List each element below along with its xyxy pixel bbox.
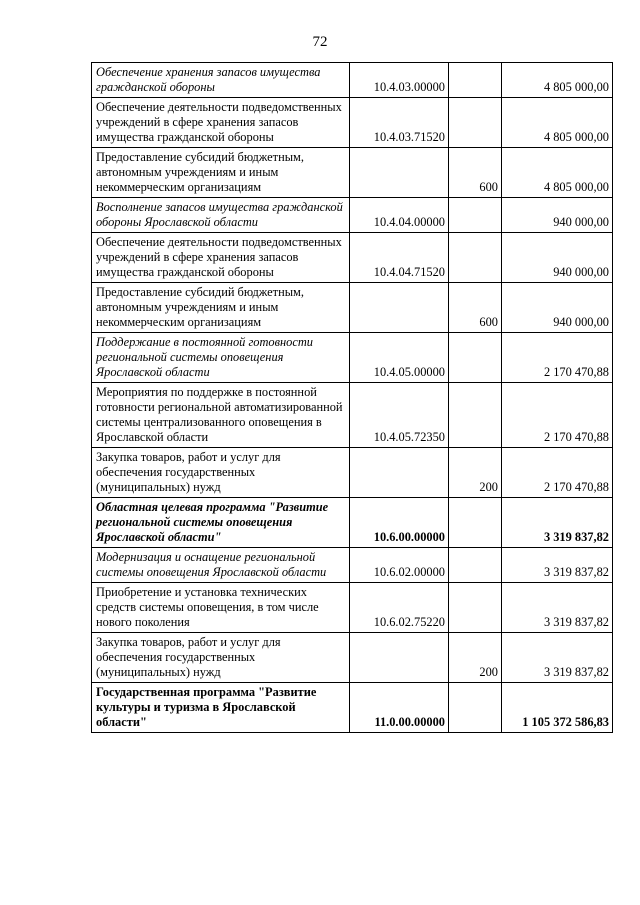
table-row xyxy=(92,548,613,583)
table-row xyxy=(92,148,613,198)
target-article-code-cell xyxy=(350,633,449,683)
table-row xyxy=(92,198,613,233)
table-row xyxy=(92,583,613,633)
target-article-code-cell: 10.6.02.00000 xyxy=(350,548,449,583)
target-article-code-cell: 10.4.04.71520 xyxy=(350,233,449,283)
amount-cell: 1 105 372 586,83 xyxy=(502,683,613,733)
target-article-code-cell xyxy=(350,283,449,333)
target-article-code-cell: 10.4.05.72350 xyxy=(350,383,449,448)
target-article-code-cell: 10.4.03.00000 xyxy=(350,63,449,98)
table-row xyxy=(92,98,613,148)
amount-cell: 2 170 470,88 xyxy=(502,383,613,448)
table-row xyxy=(92,233,613,283)
amount-cell: 940 000,00 xyxy=(502,198,613,233)
expense-name-cell: Предоставление субсидий бюджетным, автономным учреждениям и иным некоммерческим организациям xyxy=(92,283,350,333)
target-article-code-cell xyxy=(350,448,449,498)
table-row xyxy=(92,333,613,383)
target-article-code-cell xyxy=(350,148,449,198)
expense-name-cell: Мероприятия по поддержке в постоянной готовности региональной автоматизированной системы централизованного оповещения в Ярославской области xyxy=(92,383,350,448)
table-row xyxy=(92,633,613,683)
expense-name-cell: Государственная программа "Развитие культуры и туризма в Ярославской области" xyxy=(92,683,350,733)
expense-name-cell: Областная целевая программа "Развитие региональной системы оповещения Ярославской области" xyxy=(92,498,350,548)
table-row xyxy=(92,498,613,548)
expense-name-cell: Предоставление субсидий бюджетным, автономным учреждениям и иным некоммерческим организациям xyxy=(92,148,350,198)
expense-name-cell: Обеспечение хранения запасов имущества гражданской обороны xyxy=(92,63,350,98)
budget-table-body xyxy=(92,63,613,733)
expense-type-cell: 200 xyxy=(449,448,502,498)
expense-name-cell: Закупка товаров, работ и услуг для обеспечения государственных (муниципальных) нужд xyxy=(92,633,350,683)
expense-name-cell: Модернизация и оснащение региональной системы оповещения Ярославской области xyxy=(92,548,350,583)
page-number: 72 xyxy=(312,34,328,50)
amount-cell: 2 170 470,88 xyxy=(502,448,613,498)
expense-type-cell xyxy=(449,548,502,583)
expense-type-cell xyxy=(449,198,502,233)
expense-type-cell xyxy=(449,233,502,283)
expense-type-cell: 600 xyxy=(449,148,502,198)
amount-cell: 3 319 837,82 xyxy=(502,498,613,548)
target-article-code-cell: 10.4.04.00000 xyxy=(350,198,449,233)
expense-type-cell xyxy=(449,63,502,98)
amount-cell: 4 805 000,00 xyxy=(502,148,613,198)
expense-type-cell xyxy=(449,383,502,448)
expense-type-cell xyxy=(449,498,502,548)
table-row xyxy=(92,683,613,733)
amount-cell: 3 319 837,82 xyxy=(502,548,613,583)
expense-type-cell: 200 xyxy=(449,633,502,683)
expense-name-cell: Обеспечение деятельности подведомственных учреждений в сфере хранения запасов имущества гражданской обороны xyxy=(92,233,350,283)
amount-cell: 3 319 837,82 xyxy=(502,583,613,633)
amount-cell: 940 000,00 xyxy=(502,233,613,283)
amount-cell: 4 805 000,00 xyxy=(502,98,613,148)
amount-cell: 2 170 470,88 xyxy=(502,333,613,383)
expense-type-cell xyxy=(449,583,502,633)
target-article-code-cell: 10.4.03.71520 xyxy=(350,98,449,148)
expense-name-cell: Поддержание в постоянной готовности региональной системы оповещения Ярославской области xyxy=(92,333,350,383)
target-article-code-cell: 10.6.00.00000 xyxy=(350,498,449,548)
target-article-code-cell: 10.6.02.75220 xyxy=(350,583,449,633)
table-row xyxy=(92,63,613,98)
table-row xyxy=(92,448,613,498)
amount-cell: 940 000,00 xyxy=(502,283,613,333)
expense-type-cell: 600 xyxy=(449,283,502,333)
target-article-code-cell: 11.0.00.00000 xyxy=(350,683,449,733)
table-row xyxy=(92,383,613,448)
budget-table xyxy=(91,62,613,733)
target-article-code-cell: 10.4.05.00000 xyxy=(350,333,449,383)
amount-cell: 4 805 000,00 xyxy=(502,63,613,98)
expense-type-cell xyxy=(449,333,502,383)
expense-name-cell: Обеспечение деятельности подведомственных учреждений в сфере хранения запасов имущества гражданской обороны xyxy=(92,98,350,148)
expense-name-cell: Закупка товаров, работ и услуг для обеспечения государственных (муниципальных) нужд xyxy=(92,448,350,498)
amount-cell: 3 319 837,82 xyxy=(502,633,613,683)
expense-type-cell xyxy=(449,98,502,148)
expense-name-cell: Приобретение и установка технических средств системы оповещения, в том числе нового поколения xyxy=(92,583,350,633)
expense-type-cell xyxy=(449,683,502,733)
expense-name-cell: Восполнение запасов имущества гражданской обороны Ярославской области xyxy=(92,198,350,233)
table-row xyxy=(92,283,613,333)
